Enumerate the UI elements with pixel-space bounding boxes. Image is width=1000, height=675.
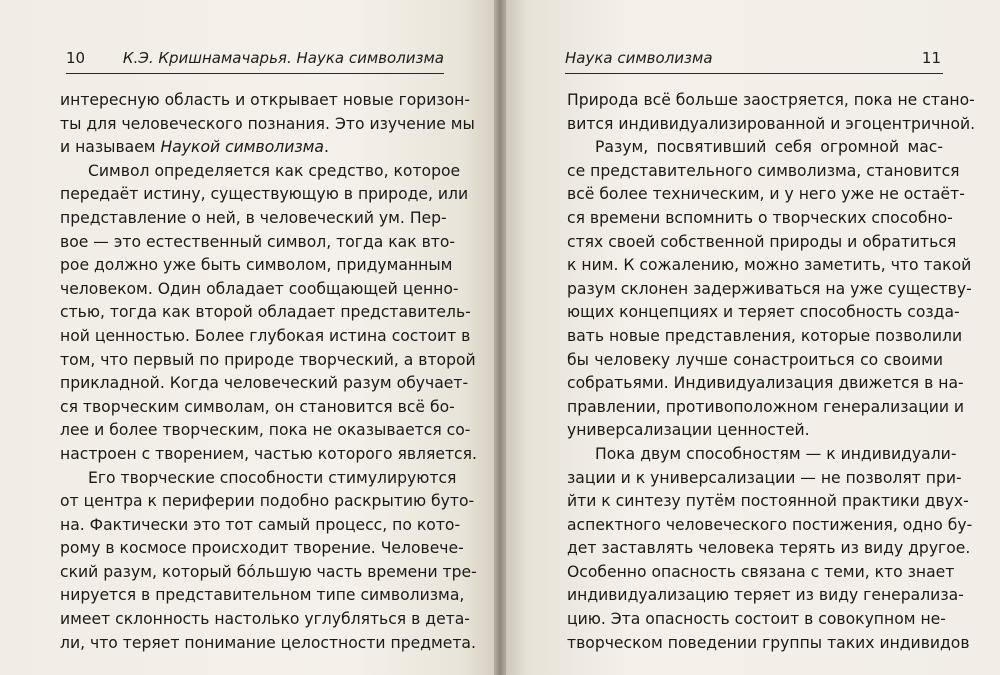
left-running-head: К.Э. Кришнамачарья. Наука символизма: [122, 49, 444, 67]
text-line-content: ной ценностью. Более глубокая истина состоит в: [60, 326, 471, 345]
text-line: [60, 89, 470, 113]
text-line: [567, 254, 972, 278]
text-line-content: Особенно опасность связана с теми, кто знает: [567, 562, 955, 581]
text-line: [60, 467, 457, 491]
right-running-head: Наука символизма: [565, 49, 713, 67]
text-line-content: рое должно уже быть символом, придуманным: [60, 256, 453, 275]
text-line-content: зации и к универсализации — не позволят при-: [567, 468, 962, 487]
text-line-content: от центра к периферии подобно раскрытию буто-: [60, 492, 475, 511]
text-line-content: разум склонен задерживаться на уже существу-: [567, 279, 972, 298]
text-line: [60, 349, 476, 373]
text-line: [60, 160, 461, 184]
text-line-content: ся творческим символам, он становится всё бо-: [60, 397, 455, 416]
text-line-content: правлении, противоположном генерализации и: [567, 397, 965, 416]
text-line-content: бы человеку лучше сонастроиться со своими: [567, 350, 943, 369]
text-line: [60, 136, 444, 160]
emphasis-text: Наукой символизма: [160, 138, 324, 157]
left-page-number: 10: [66, 49, 86, 67]
left-page-header: [66, 47, 444, 74]
text-line: [60, 419, 471, 443]
text-line-content: цию. Эта опасность состоит в совокупном не-: [567, 610, 946, 629]
book-gutter: [494, 0, 506, 675]
text-line: [567, 183, 965, 207]
text-line: [60, 561, 477, 585]
text-line: [60, 254, 453, 278]
right-page-header: [565, 47, 943, 74]
text-line: [60, 443, 477, 467]
text-line-content: творческом поведении группы таких индивидов: [567, 633, 970, 652]
text-line-content: стью, тогда как второй обладает представитель-: [60, 303, 471, 322]
text-line-content: аспектного человеческого постижения, одно бу-: [567, 515, 973, 534]
text-line: [60, 113, 475, 137]
text-line-content: на. Фактически это тот самый процесс, по кото-: [60, 515, 461, 534]
text-line-content: собратьями. Индивидуализация движется в на-: [567, 374, 964, 393]
text-line: [567, 443, 957, 467]
text-line: [567, 372, 964, 396]
text-line: [567, 537, 971, 561]
text-line: [567, 396, 965, 420]
text-line-content: ский разум, который бóльшую часть времени тре-: [60, 562, 477, 581]
right-page-number: 11: [921, 49, 941, 67]
text-line-content: представление о ней, в человеческий ум. Пер-: [60, 208, 447, 227]
text-line-content: рому в космосе происходит творение. Человече-: [60, 539, 464, 558]
text-line-content: интересную область и открывает новые горизон-: [60, 91, 470, 109]
text-line: [60, 396, 455, 420]
text-line-content: ли, что теряет понимание целостности предмета.: [60, 633, 476, 652]
text-line: [60, 537, 464, 561]
text-line: [567, 514, 973, 538]
text-line-content: йти к синтезу путём постоянной практики двух-: [567, 492, 969, 511]
text-line: [567, 113, 976, 137]
text-line: [567, 278, 972, 302]
text-line: [60, 584, 465, 608]
text-line-content: к ним. К сожалению, можно заметить, что такой: [567, 256, 972, 275]
right-page-body: [567, 89, 976, 655]
text-line-content: нируется в представительном типе символизма,: [60, 586, 465, 605]
text-line-content: передаёт истину, существующую в природе, или: [60, 185, 469, 204]
left-page: [0, 0, 497, 675]
text-line-content: всё более техническим, и у него уже не остаёт-: [567, 185, 965, 204]
text-line-content: и называем: [60, 138, 161, 157]
text-line-content: ся времени вспомнить о творческих способно-: [567, 208, 953, 227]
text-line-content: ющих концепциях и теряет способность созда-: [567, 303, 960, 322]
text-line-content: ты для человеческого познания. Это изучение мы: [60, 114, 475, 133]
text-line-content: Пока двум способностям — к индивидуали-: [595, 444, 957, 463]
left-page-body: [60, 89, 477, 655]
text-line: [567, 207, 953, 231]
text-line: [567, 608, 946, 632]
text-line: [60, 514, 461, 538]
text-line: [60, 632, 476, 656]
text-line: [60, 372, 469, 396]
text-line-content: стях своей собственной природы и обратиться: [567, 232, 957, 251]
text-line-content: Разум, посвятивший себя огромной мас-: [595, 138, 943, 157]
text-line: [567, 325, 963, 349]
text-line: [567, 231, 957, 255]
text-line: [60, 231, 456, 255]
text-line: [60, 183, 469, 207]
text-line: [567, 632, 970, 656]
text-line: [567, 419, 943, 443]
text-line: [60, 490, 475, 514]
text-line-content: вится индивидуализированной и эгоцентричной.: [567, 114, 976, 133]
text-line: [60, 207, 447, 231]
text-line: [567, 89, 975, 113]
text-line-content: Символ определяется как средство, которое: [88, 161, 461, 180]
text-line-content: том, что первый по природе творческий, а второй: [60, 350, 476, 369]
text-line-content: Природа всё больше заостряется, пока не стано-: [567, 91, 975, 109]
text-line-content: Его творческие способности стимулируются: [88, 468, 457, 487]
text-line: [567, 490, 969, 514]
text-line: [567, 136, 943, 160]
text-line-content: вать новые представления, которые позволили: [567, 326, 963, 345]
text-line: [567, 561, 955, 585]
right-page: [503, 0, 1000, 675]
text-line-content: настроен с творением, частью которого является.: [60, 444, 477, 463]
text-line: [567, 584, 964, 608]
text-line-tail: .: [324, 138, 329, 157]
text-line-content: индивидуализацию теряет из виду генерализа-: [567, 586, 964, 605]
text-line-content: дет заставлять человека терять из виду другое.: [567, 539, 971, 558]
text-line: [60, 325, 471, 349]
text-line-content: вое — это естественный символ, тогда как вто-: [60, 232, 456, 251]
text-line: [567, 160, 960, 184]
text-line-content: имеет склонность настолько углубляться в дета-: [60, 610, 470, 629]
text-line: [60, 301, 471, 325]
text-line-content: прикладной. Когда человеческий разум обучает-: [60, 374, 469, 393]
text-line-content: человеком. Один обладает сообщающей ценно-: [60, 279, 459, 298]
text-line-content: универсализации ценностей.: [567, 421, 810, 440]
text-line: [567, 349, 943, 373]
text-line: [60, 278, 459, 302]
text-line: [60, 608, 470, 632]
text-line-content: се представительного символизма, становится: [567, 161, 960, 180]
text-line: [567, 467, 962, 491]
text-line-content: лее и более творческим, пока не оказывается со-: [60, 421, 471, 440]
text-line: [567, 301, 960, 325]
